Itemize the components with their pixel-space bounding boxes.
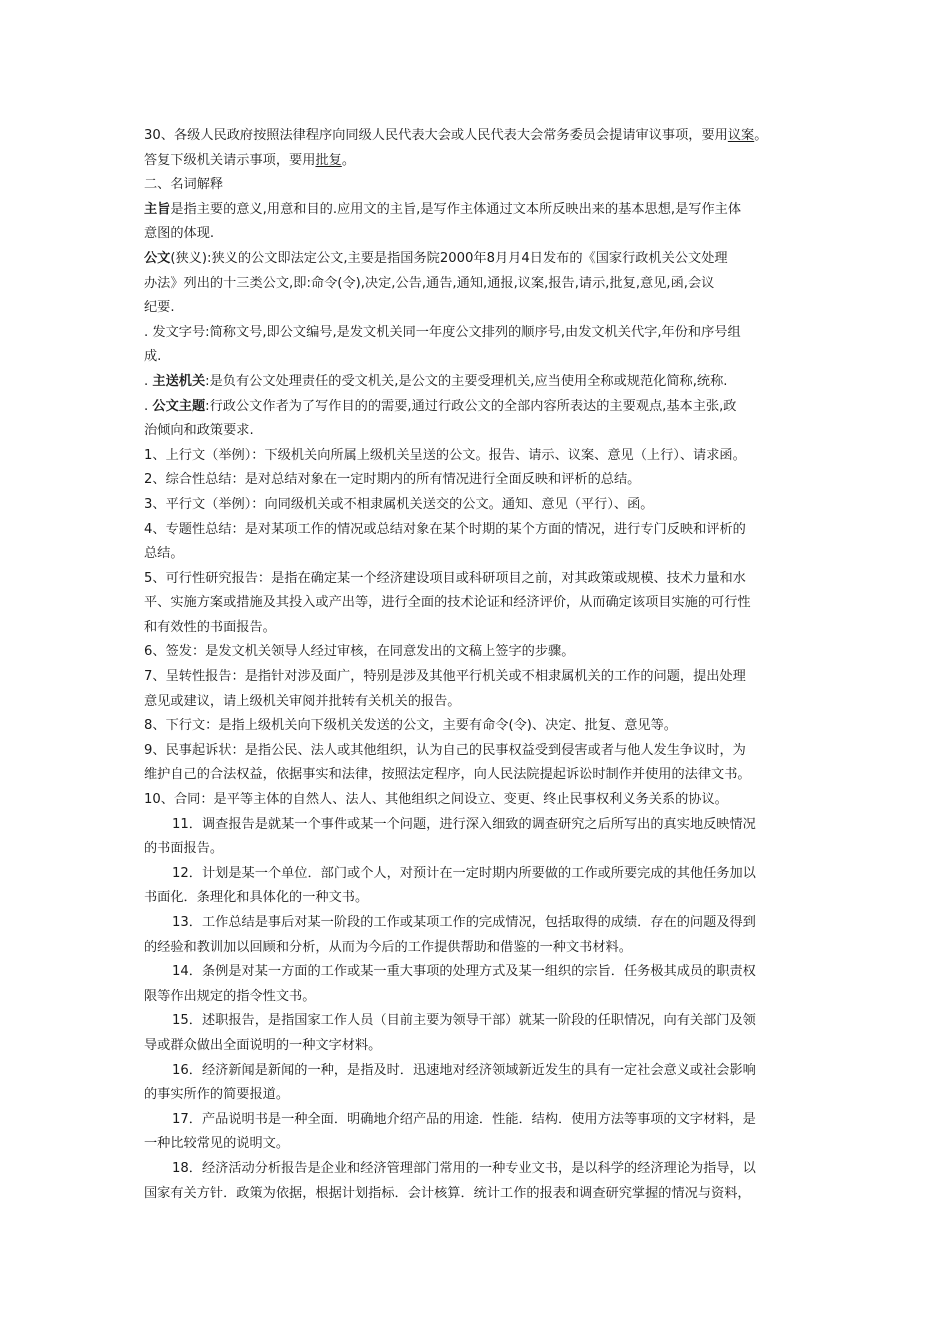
- item-4-line-2: 总结。: [144, 546, 184, 562]
- section-title: 二、名词解释: [144, 177, 224, 193]
- item-8: 8、下行文：是指上级机关向下级机关发送的公文，主要有命令(令)、决定、批复、意见等。: [144, 718, 677, 734]
- item-9-line-2: 维护自己的合法权益，依据事实和法律，按照法定程序，向人民法院提起诉讼时制作并使用的法律文书。: [144, 767, 751, 783]
- item-13-line-2: 的经验和教训加以回顾和分析，从而为今后的工作提供帮助和借鉴的一种文书材料。: [144, 939, 632, 955]
- item-4-line-1: 4、专题性总结：是对某项工作的情况或总结对象在某个时期的某个方面的情况，进行专门反映和评析的: [144, 521, 746, 537]
- text: 30、各级人民政府按照法律程序向同级人民代表大会或人民代表大会常务委员会提请审议事项，要用: [144, 128, 728, 143]
- item-9-line-1: 9、民事起诉状：是指公民、法人或其他组织，认为自己的民事权益受到侵害或者与他人发生争议时，为: [144, 742, 746, 758]
- text: .: [144, 398, 153, 414]
- item-17-line-2: 一种比较常见的说明文。: [144, 1136, 290, 1152]
- item-10: 10、合同：是平等主体的自然人、法人、其他组织之间设立、变更、终止民事权利义务关系的协议。: [144, 792, 728, 808]
- item-30-line-2: [144, 149, 814, 174]
- item-13-line-1: 13．工作总结是事后对某一阶段的工作或某项工作的完成情况，包括取得的成绩．存在的问题及得到: [172, 915, 756, 930]
- text: 。: [754, 128, 768, 143]
- item-7-line-2: 意见或建议，请上级机关审阅并批转有关机关的报告。: [144, 693, 461, 709]
- term-zhusong: 主送机关: [152, 373, 206, 389]
- item-11-line-2: 的书面报告。: [144, 841, 224, 857]
- text: 是指主要的意义,用意和目的.应用文的主旨,是写作主体通过文本所反映出来的基本思想,是写作主体: [170, 201, 742, 217]
- item-1: 1、上行文（举例）：下级机关向所属上级机关呈送的公文。报告、请示、议案、意见（上行）、请求函。: [144, 447, 746, 463]
- item-5-line-2: 平、实施方案或措施及其投入或产出等，进行全面的技术论证和经济评价，从而确定该项目实施的可行性: [144, 595, 751, 611]
- text: 。: [341, 152, 355, 168]
- text: :行政公文作者为了写作目的的需要,通过行政公文的全部内容所表达的主要观点,基本主张,政: [205, 398, 737, 414]
- item-30-line-1: [144, 124, 814, 149]
- definition-zhuti-line-2: 治倾向和政策要求.: [144, 423, 254, 439]
- term-zhuzhi: 主旨: [144, 201, 171, 217]
- item-7-line-1: 7、呈转性报告：是指针对涉及面广，特别是涉及其他平行机关或不相隶属机关的工作的问题，提出处理: [144, 669, 746, 685]
- item-15-line-1: 15．述职报告，是指国家工作人员（目前主要为领导干部）就某一阶段的任职情况，向有关部门及领: [172, 1013, 756, 1029]
- item-5-line-3: 和有效性的书面报告。: [144, 619, 276, 635]
- item-12-line-2: 书面化．条理化和具体化的一种文书。: [144, 890, 369, 906]
- definition-gongwen-line-1: [144, 247, 814, 272]
- item-11-line-1: 11．调查报告是就某一个事件或某一个问题，进行深入细致的调查研究之后所写出的真实地反映情况: [172, 816, 756, 832]
- text: :是负有公文处理责任的受文机关,是公文的主要受理机关,应当使用全称或规范化简称,统称.: [205, 373, 728, 389]
- document-body: [144, 124, 814, 1206]
- definition-fawen-line-2: 成.: [144, 349, 162, 365]
- definition-zhuzhi-line-2: 意图的体现.: [144, 226, 215, 242]
- item-16-line-1: 16．经济新闻是新闻的一种，是指及时．迅速地对经济领域新近发生的具有一定社会意义或社会影响: [172, 1062, 756, 1078]
- definition-zhusong: [144, 370, 814, 395]
- item-6: 6、签发：是发文机关领导人经过审核，在同意发出的文稿上签字的步骤。: [144, 644, 575, 660]
- definition-gongwen-line-3: 纪要.: [144, 300, 175, 316]
- item-2: 2、综合性总结：是对总结对象在一定时期内的所有情况进行全面反映和评析的总结。: [144, 472, 641, 488]
- text: 答复下级机关请示事项，要用: [144, 152, 316, 168]
- item-12-line-1: 12．计划是某一个单位．部门或个人，对预计在一定时期内所要做的工作或所要完成的其他任务加以: [172, 865, 756, 881]
- item-18-line-2: 国家有关方针．政策为依据，根据计划指标．会计核算．统计工作的报表和调查研究掌握的情况与资料，: [144, 1185, 751, 1201]
- term-zhuti: 公文主题: [152, 398, 206, 414]
- item-17-line-1: 17．产品说明书是一种全面．明确地介绍产品的用途．性能．结构．使用方法等事项的文字材料，是: [172, 1111, 756, 1127]
- definition-fawen-line-1: . 发文字号:简称文号,即公文编号,是发文机关同一年度公文排列的顺序号,由发文机关代字,年份和序号组: [144, 324, 741, 340]
- definition-gongwen-line-2: 办法》列出的十三类公文,即:命令(令),决定,公告,通告,通知,通报,议案,报告,请示,批复,意见,函,会议: [144, 275, 715, 291]
- item-3: 3、平行文（举例）：向同级机关或不相隶属机关送交的公文。通知、意见（平行）、函。: [144, 496, 654, 512]
- item-18-line-1: 18．经济活动分析报告是企业和经济管理部门常用的一种专业文书，是以科学的经济理论为指导，以: [172, 1160, 756, 1176]
- text: (狭义):狭义的公文即法定公文,主要是指国务院2000年8月月4日发布的《国家行政机关公文处理: [170, 250, 728, 266]
- item-15-line-2: 导或群众做出全面说明的一种文字材料。: [144, 1037, 382, 1053]
- definition-zhuti-line-1: [144, 395, 814, 420]
- item-14-line-1: 14．条例是对某一方面的工作或某一重大事项的处理方式及某一组织的宗旨．任务极其成员的职责权: [172, 964, 756, 980]
- item-16-line-2: 的事实所作的简要报道。: [144, 1087, 290, 1103]
- item-5-line-1: 5、可行性研究报告：是指在确定某一个经济建设项目或科研项目之前，对其政策或规模、技术力量和水: [144, 570, 746, 586]
- item-14-line-2: 限等作出规定的指令性文书。: [144, 988, 316, 1004]
- underlined-term-yian: 议案: [727, 128, 755, 143]
- definition-zhuzhi-line-1: [144, 198, 814, 223]
- term-gongwen: 公文: [144, 250, 171, 266]
- text: .: [144, 373, 153, 389]
- underlined-term-pifu: 批复: [315, 152, 342, 168]
